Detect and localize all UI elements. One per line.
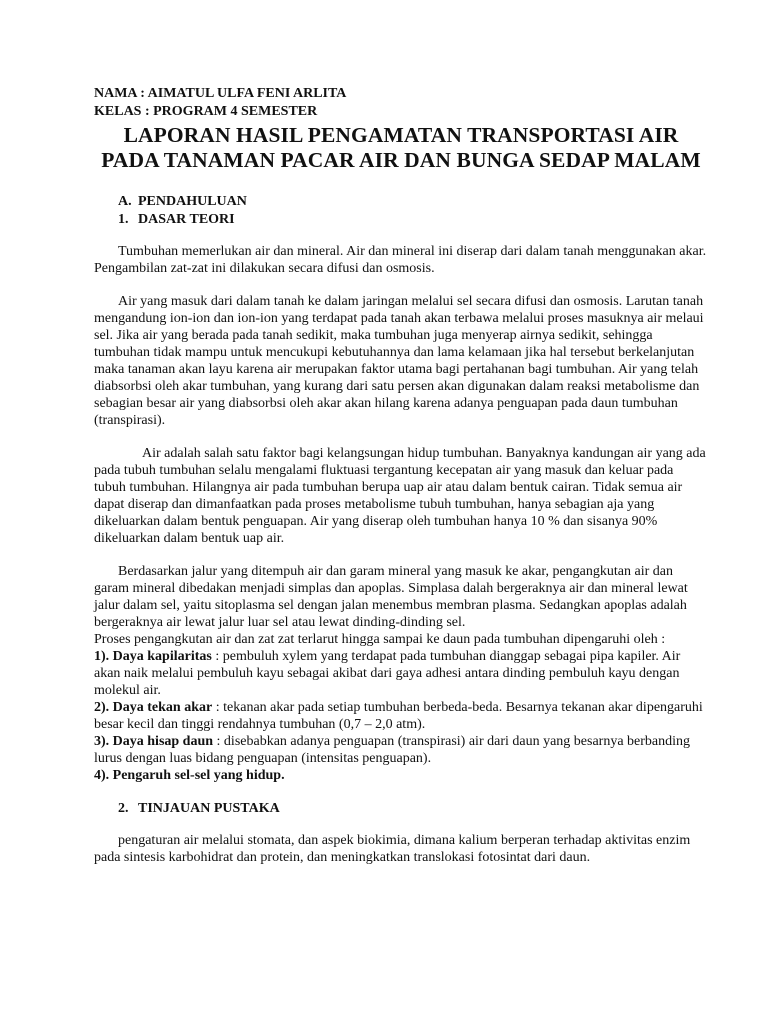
tinjauan-paragraph-1: pengaturan air melalui stomata, dan aspek biokimia, dimana kalium berperan terhadap aktivitas enzim pada sintesis karbohidrat dan protein, dan meningkatkan translokasi fotosintat dari daun. [94, 833, 691, 865]
report-title [94, 123, 708, 173]
factor-1-text: : pembuluh xylem yang terdapat pada tumbuhan dianggap sebagai pipa kapiler. Air akan naik melalui pembuluh kayu sebagai akibat dari gaya adhesi antara dinding pembuluh kayu dengan molekul air. [94, 649, 681, 698]
section-label: PENDAHULUAN [138, 194, 247, 209]
report-title-line-1: LAPORAN HASIL PENGAMATAN TRANSPORTASI AIR [123, 123, 679, 147]
factor-2 [94, 699, 708, 733]
report-title-line-2: PADA TANAMAN PACAR AIR DAN BUNGA SEDAP MALAM [101, 148, 701, 172]
factor-4 [94, 767, 708, 784]
factor-1-label: 1). Daya kapilaritas [94, 649, 212, 664]
student-name: NAMA : AIMATUL ULFA FENI ARLITA [94, 86, 347, 101]
factor-3-label: 3). Daya hisap daun [94, 734, 214, 749]
factor-1 [94, 648, 708, 699]
factor-3-text: : disebabkan adanya penguapan (transpirasi) air dari daun yang besarnya berbanding lurus dengan luas bidang penguapan (intensitas penguapan). [94, 734, 691, 766]
paragraph-1: Tumbuhan memerlukan air dan mineral. Air dan mineral ini diserap dari dalam tanah menggunakan akar. Pengambilan zat-zat ini dilakukan secara difusi dan osmosis. [94, 244, 707, 276]
factor-3 [94, 733, 708, 767]
subsection-label: DASAR TEORI [138, 212, 235, 227]
section-marker: A. [118, 194, 132, 209]
subsection-marker: 2. [118, 801, 129, 816]
subsection-label: TINJAUAN PUSTAKA [138, 801, 280, 816]
paragraph-3: Air adalah salah satu faktor bagi kelangsungan hidup tumbuhan. Banyaknya kandungan air yang ada pada tubuh tumbuhan selalu mengalami fluktuasi tergantung kecepatan air yang masuk dan keluar pada tubuh tumbuhan. Hilangnya air pada tumbuhan berupa uap air atau dalam bentuk cairan. Tidak semua air dapat diserap dan dimanfaatkan pada proses metabolisme tubuh tumbuhan, hanya sebagian aja yang dikeluarkan dalam bentuk penguapan. Air yang diserap oleh tumbuhan hanya 10 % dan sisanya 90% dikeluarkan dalam bentuk uap air. [94, 446, 706, 546]
subsection-marker: 1. [118, 212, 129, 227]
student-class: KELAS : PROGRAM 4 SEMESTER [94, 104, 318, 119]
factor-2-text: : tekanan akar pada setiap tumbuhan berbeda-beda. Besarnya tekanan akar dipengaruhi besar kecil dan tinggi rendahnya tumbuhan (0,7 – 2,0 atm). [94, 700, 703, 732]
paragraph-5: Proses pengangkutan air dan zat zat terlarut hingga sampai ke daun pada tumbuhan dipengaruhi oleh : [94, 632, 666, 647]
factor-4-label: 4). Pengaruh sel-sel yang hidup. [94, 768, 285, 783]
section-heading-pendahuluan [94, 193, 708, 211]
paragraph-2: Air yang masuk dari dalam tanah ke dalam jaringan melalui sel secara difusi dan osmosis. Larutan tanah mengandung ion-ion dan ion-ion yang terdapat pada tanah akan terbawa melalui proses masuknya air melaui sel. Jika air yang berada pada tanah sedikit, maka tumbuhan juga menyerap airnya sedikit, sehingga tumbuhan tidak mampu untuk mencukupi kebutuhannya dan lama kelamaan jika hal tersebut berkelanjutan maka tanaman akan layu karena air merupakan faktor utama bagi pertahanan bagi tumbuhan. Air yang telah diabsorbsi oleh akar tumbuhan, yang kurang dari satu persen akan digunakan dalam reaksi metabolisme dan sebagian besar air yang diabsorbsi oleh akar akan hilang karena adanya penguapan pada daun tumbuhan (transpirasi). [94, 294, 704, 428]
subsection-heading-tinjauan-pustaka [94, 800, 708, 818]
paragraph-4: Berdasarkan jalur yang ditempuh air dan garam mineral yang masuk ke akar, pengangkutan air dan garam mineral dibedakan menjadi simplas dan apoplas. Simplasa dalah bergeraknya air dan mineral lewat jalur dalam sel, yaitu sitoplasma sel dengan jalan menembus membran plasma. Sedangkan apoplas adalah bergeraknya air lewat jalur luar sel atau lewat dinding-dinding sel. [94, 564, 688, 630]
subsection-heading-dasar-teori [94, 211, 708, 229]
factor-2-label: 2). Daya tekan akar [94, 700, 213, 715]
